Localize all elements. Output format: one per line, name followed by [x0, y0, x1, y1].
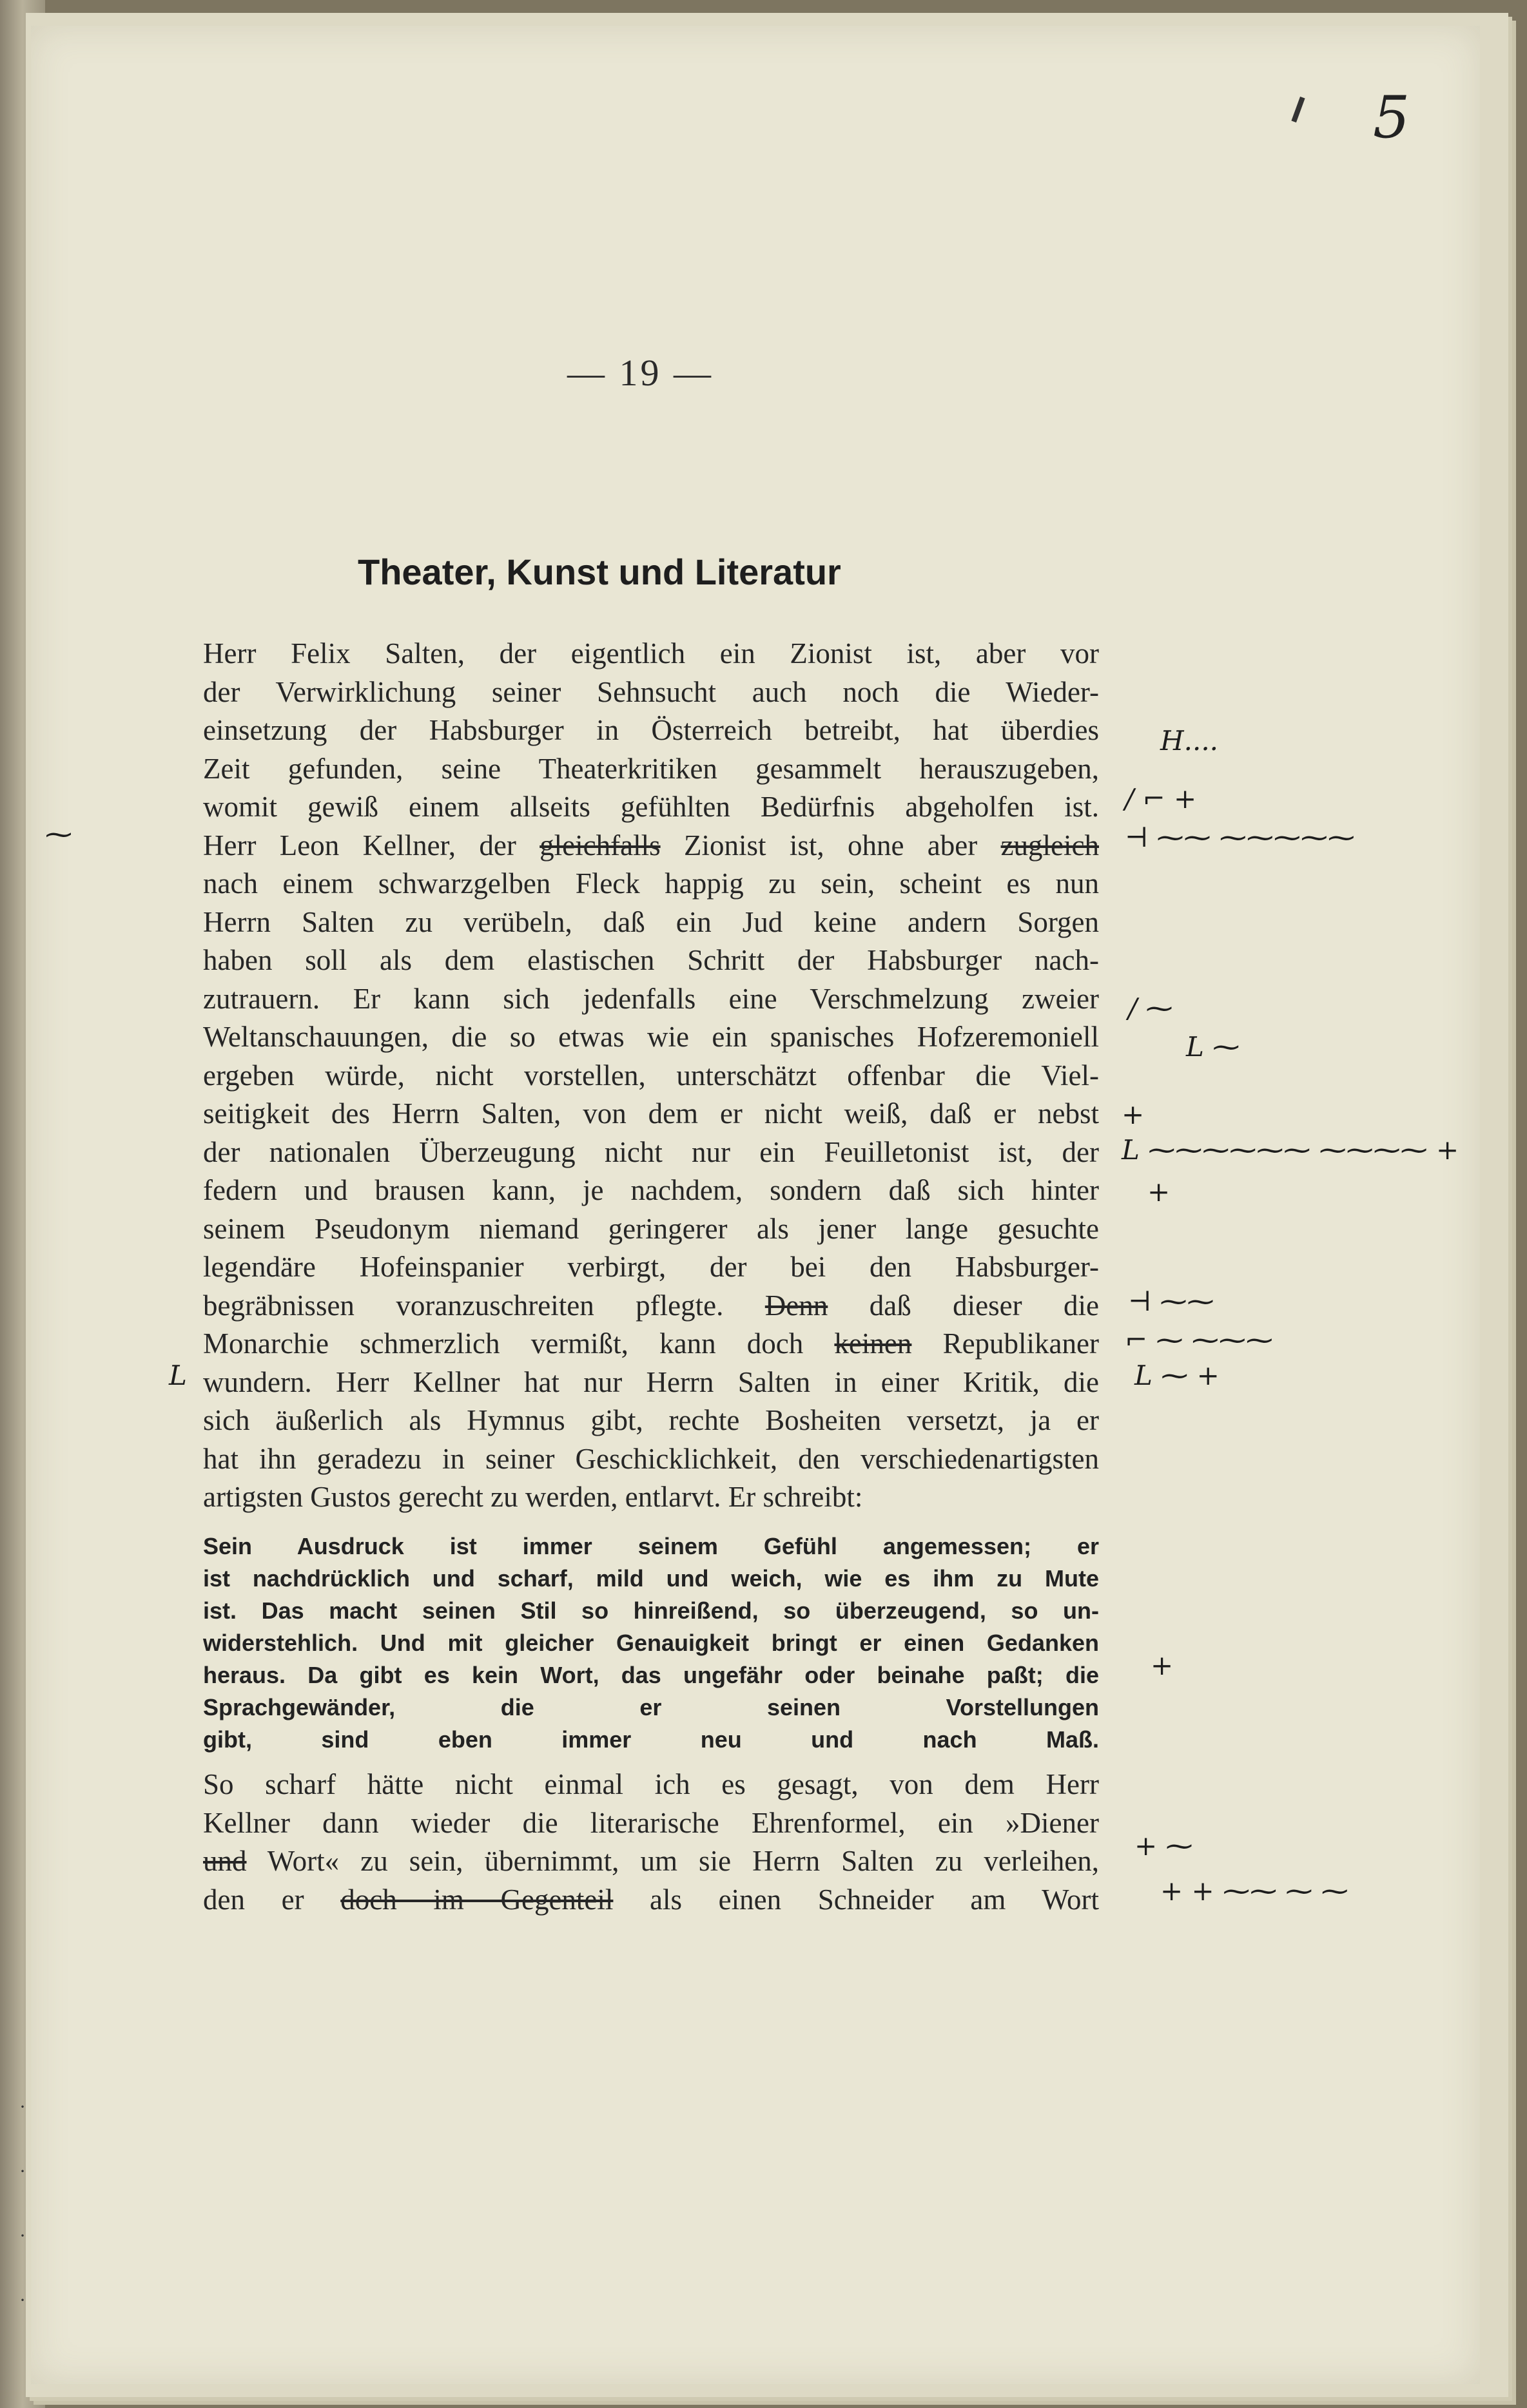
margin-annotation: / ⁓	[1128, 992, 1173, 1024]
struck-word: Denn	[764, 1289, 828, 1322]
printed-folio: — 19 —	[567, 352, 714, 394]
block-quote	[203, 1530, 1099, 1756]
margin-annotation: / ⌐ +	[1125, 783, 1197, 814]
text-line: gibt, sind eben immer neu und nach Maß.	[203, 1726, 1099, 1753]
text-line	[203, 1478, 1099, 1517]
text-line	[203, 1842, 1099, 1881]
text-line	[203, 1401, 1099, 1440]
struck-word: keinen	[834, 1327, 912, 1360]
text-line	[203, 1363, 1099, 1402]
text-line	[203, 1095, 1099, 1133]
line-text: Herr Felix Salten, der eigentlich ein Zionist ist, aber vor	[203, 637, 1099, 669]
text-line	[203, 788, 1099, 827]
line-text: Herrn Salten zu verübeln, daß ein Jud keine andern Sorgen	[203, 905, 1099, 938]
margin-annotation: L ⁓⁓⁓⁓⁓⁓ ⁓⁓⁓⁓ +	[1122, 1134, 1459, 1166]
line-text: daß dieser die	[828, 1289, 1099, 1322]
line-text: Herr Leon Kellner, der	[203, 829, 540, 862]
line-text: Wort« zu sein, übernimmt, um sie Herrn Salten zu verleihen,	[246, 1845, 1099, 1877]
text-line	[203, 1804, 1099, 1843]
line-text: einsetzung der Habsburger in Österreich betreibt, hat überdies	[203, 714, 1099, 746]
margin-annotation: L ⁓ +	[1134, 1360, 1220, 1391]
line-text: als einen Schneider am Wort	[613, 1883, 1099, 1916]
text-line	[203, 635, 1099, 673]
text-line	[203, 1210, 1099, 1249]
struck-word: doch im Gegenteil	[340, 1883, 614, 1916]
line-text: Kellner dann wieder die literarische Ehrenformel, ein »Diener	[203, 1806, 1099, 1839]
line-text: seitigkeit des Herrn Salten, von dem er nicht weiß, daß er nebst	[203, 1097, 1099, 1130]
line-text: begräbnissen voranzuschreiten pflegte.	[203, 1289, 765, 1322]
line-text: Zeit gefunden, seine Theaterkritiken gesammelt herauszugeben,	[203, 752, 1099, 785]
text-line	[203, 1325, 1099, 1363]
line-text: Weltanschauungen, die so etwas wie ein spanisches Hofzeremoniell	[203, 1021, 1099, 1053]
text-line	[203, 1881, 1099, 1920]
struck-word: zugleich	[1000, 829, 1099, 862]
margin-annotation: L ⁓	[1186, 1031, 1240, 1063]
text-line: ist. Das macht seinen Stil so hinreißend, so überzeugend, so un-	[203, 1597, 1099, 1624]
text-line	[203, 711, 1099, 750]
line-text: ergeben würde, nicht vorstellen, unterschätzt offenbar die Viel-	[203, 1059, 1099, 1092]
line-text: federn und brausen kann, je nachdem, sondern daß sich hinter	[203, 1174, 1099, 1206]
text-line	[203, 903, 1099, 942]
body-paragraph	[203, 635, 1099, 1517]
left-edge-marks: · · · ·	[19, 2096, 26, 2311]
margin-annotation: +	[1151, 1650, 1174, 1681]
line-text: den er	[203, 1883, 341, 1916]
line-text: So scharf hätte nicht einmal ich es gesagt, von dem Herr	[203, 1768, 1099, 1800]
text-line	[203, 980, 1099, 1019]
text-line	[203, 1133, 1099, 1172]
text-line: widerstehlich. Und mit gleicher Genauigkeit bringt er einen Gedanken	[203, 1630, 1099, 1656]
text-line	[203, 673, 1099, 712]
text-line	[203, 827, 1099, 865]
margin-annotation: H....	[1160, 725, 1219, 756]
line-text: sich äußerlich als Hymnus gibt, rechte Bosheiten versetzt, ja er	[203, 1404, 1099, 1436]
line-text: hat ihn geradezu in seiner Geschicklichkeit, den verschiedenartigsten	[203, 1442, 1099, 1475]
margin-annotation: ⊣ ⁓⁓ ⁓⁓⁓⁓⁓	[1125, 822, 1355, 853]
margin-annotation: ⊣ ⁓⁓	[1128, 1286, 1214, 1317]
text-line	[203, 1440, 1099, 1479]
text-line	[203, 750, 1099, 789]
margin-annotation: L	[169, 1360, 187, 1391]
line-text: nach einem schwarzgelben Fleck happig zu sein, scheint es nun	[203, 867, 1099, 900]
line-text: der Verwirklichung seiner Sehnsucht auch noch die Wieder-	[203, 675, 1099, 708]
line-text: seinem Pseudonym niemand geringerer als jener lange gesuchte	[203, 1212, 1099, 1245]
text-line	[203, 1248, 1099, 1287]
line-text: haben soll als dem elastischen Schritt der Habsburger nach-	[203, 944, 1099, 976]
section-heading: Theater, Kunst und Literatur	[358, 552, 841, 592]
margin-annotation: + + ⁓⁓ ⁓ ⁓	[1160, 1875, 1348, 1907]
struck-word: gleichfalls	[540, 829, 661, 862]
line-text: Monarchie schmerzlich vermißt, kann doch	[203, 1327, 835, 1360]
text-line: ist nachdrücklich und scharf, mild und weich, wie es ihm zu Mute	[203, 1565, 1099, 1592]
text-line	[203, 1287, 1099, 1325]
margin-annotation: ⁓	[45, 818, 72, 850]
margin-annotation: ⌐ ⁓ ⁓⁓⁓	[1125, 1324, 1273, 1356]
text-line: Sein Ausdruck ist immer seinem Gefühl angemessen; er	[203, 1533, 1099, 1559]
text-line: heraus. Da gibt es kein Wort, das ungefähr oder beinahe paßt; die	[203, 1662, 1099, 1688]
text-line	[203, 1766, 1099, 1804]
margin-annotation: +	[1147, 1176, 1171, 1208]
text-line: Sprachgewänder, die er seinen Vorstellungen	[203, 1694, 1099, 1720]
margin-annotation: +	[1122, 1099, 1145, 1130]
text-line	[203, 1171, 1099, 1210]
line-text: artigsten Gustos gerecht zu werden, entlarvt. Er schreibt:	[203, 1481, 863, 1513]
closing-paragraph	[203, 1766, 1099, 1919]
line-text: womit gewiß einem allseits gefühlten Bedürfnis abgeholfen ist.	[203, 791, 1099, 823]
line-text: zutrauern. Er kann sich jedenfalls eine Verschmelzung zweier	[203, 982, 1099, 1015]
line-text: Zionist ist, ohne aber	[660, 829, 1001, 862]
handwritten-page-number: 5	[1373, 84, 1410, 151]
line-text: Republikaner	[911, 1327, 1099, 1360]
text-line	[203, 1018, 1099, 1057]
text-line	[203, 941, 1099, 980]
margin-annotation: + ⁓	[1134, 1830, 1193, 1862]
text-line	[203, 1057, 1099, 1095]
line-text: wundern. Herr Kellner hat nur Herrn Salten in einer Kritik, die	[203, 1365, 1099, 1398]
text-line	[203, 865, 1099, 903]
line-text: der nationalen Überzeugung nicht nur ein Feuilletonist ist, der	[203, 1135, 1099, 1168]
line-text: legendäre Hofeinspanier verbirgt, der bei den Habsburger-	[203, 1251, 1099, 1283]
struck-word: und	[203, 1845, 247, 1877]
